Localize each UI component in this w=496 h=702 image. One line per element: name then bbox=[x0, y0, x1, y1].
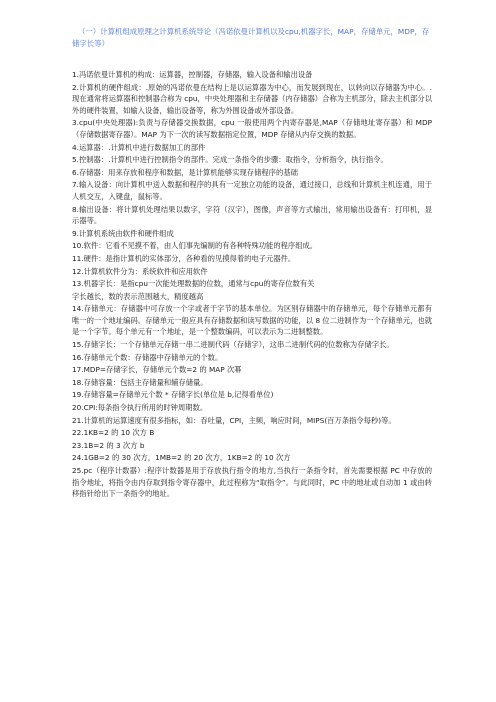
paragraph-1: 1.冯诺依曼计算机的构成：运算器，控制器，存储器，输入设备和输出设备 bbox=[72, 70, 313, 79]
paragraph-12: 12.计算机软件分为：系统软件和应用软件 bbox=[72, 266, 208, 276]
paragraph-3: 3.cpu(中央处理器):负责与存储器交换数据，cpu 一般使用两个内寄存器是,MAP（存储地址寄存器）和 MDP（存储数据寄存器）。MAP 为下一次的读写数据指定位置，MDP 存储从内存交换的数据。 bbox=[72, 118, 432, 139]
paragraph-13: 13.机器字长：是指cpu一次能处理数据的位数，通常与cpu的寄存位数有关 bbox=[72, 279, 315, 289]
paragraph-18: 17.MDP=存储字长，存储单元个数=2 的 MAP 次幂 bbox=[72, 365, 242, 375]
paragraph-10: 10.软件：它看不见摸不着，由人们事先编制的有各种特殊功能的程序组成。 bbox=[72, 241, 318, 251]
paragraph-21: 20.CPI:每条指令执行所用的时钟周期数。 bbox=[72, 403, 208, 413]
paragraph-5: 5.控制器：.计算机中进行控制指令的部件。完成一条指令的步骤：取指令，分析指令，执行指令。 bbox=[72, 155, 388, 165]
paragraph-25: 24.1GB=2 的 30 次方，1MB=2 的 20 次方，1KB=2 的 10 次方 bbox=[72, 453, 291, 463]
paragraph-17: 16.存储单元个数：存储器中存储单元的个数。 bbox=[72, 352, 223, 362]
paragraph-2: 2.计算机的硬件组成：.原始的冯诺依曼在结构上是以运算器为中心，而发展到现在，以转向以存储器为中心。.现在通常将运算器和控制器合称为 cpu，中央处理器和主存储器（内存储器）合称为主机部分，除去主机部分以外的硬件装置，如输入设备，输出设备等，称为外围设备或外部设备。 bbox=[72, 82, 432, 115]
section-heading: （一）计算机组成原理之计算机系统导论（冯诺依曼计算机以及cpu,机器字长，MAP，存储单元，MDP，存储字长等） bbox=[72, 27, 430, 48]
paragraph-7: 7.输入设备：向计算机中送入数据和程序的具有一定独立功能的设备，通过接口，总线和计算机主机连通，用于人机交互，入键盘，鼠标等。 bbox=[72, 180, 432, 201]
paragraph-19: 18.存储容量：包括主存储量和辅存储量。 bbox=[72, 377, 208, 387]
paragraph-8: 8.输出设备：将计算机处理结果以数字，字符（汉字），图像，声音等方式输出，常用输出设备有：打印机，显示器等。 bbox=[72, 204, 432, 226]
paragraph-20: 19.存储容量=存储单元个数 * 存储字长(单位是 b,记得看单位) bbox=[72, 390, 274, 400]
paragraph-16: 15.存储字长：一个存储单元存储一串二进制代码（存储字），这串二进制代码的位数称为存储字长。 bbox=[72, 340, 394, 350]
paragraph-26: 25.pc（程序计数器）:程序计数器是用于存放执行指令的地方,当执行一条指令时，首先需要根据 PC 中存放的指令地址，将指令由内存取到指令寄存器中，此过程称为“取指令”。与此同时，PC 中的地址或自动加 1 或由转移指针给出下一条指令的地址。 bbox=[72, 466, 432, 499]
paragraph-23: 22.1KB=2 的 10 次方 B bbox=[72, 428, 155, 438]
paragraph-11: 11.硬件：是指计算机的实体部分，各种看的见摸得着的电子元器件。 bbox=[72, 253, 296, 263]
document-page bbox=[72, 26, 432, 501]
paragraph-24: 23.1B=2 的 3 次方 b bbox=[72, 440, 145, 450]
paragraph-4: 4.运算器：.计算机中进行数据加工的部件 bbox=[72, 142, 206, 152]
paragraph-22: 21.计算机的运算速度有很多指标，如：吞吐量，CPI，主频，响应时间，MIPS(百万条指令每秒)等。 bbox=[72, 415, 396, 425]
paragraph-6: 6.存储器：用来存放和程序和数据，是计算机能够实现存储程序的基础 bbox=[72, 167, 298, 177]
paragraph-15: 14.存储单元：存储器中可存放一个字或者干字节的基本单位。为区别存储器中的存储单元，每个存储单元都有唯一的一个地址编码。存储单元一般应具有存储数据和读写数据的功能，以 8 位二进制作为一个存储单元，也就是一个字节。每个单元有一个地址，是一个整数编码，可以表示为二进制整数。 bbox=[72, 304, 432, 337]
paragraph-list bbox=[72, 69, 432, 500]
paragraph-9: 9.计算机系统由软件和硬件组成 bbox=[72, 228, 174, 238]
paragraph-14: 字长越长，数的表示范围越大，精度越高 bbox=[72, 291, 204, 301]
